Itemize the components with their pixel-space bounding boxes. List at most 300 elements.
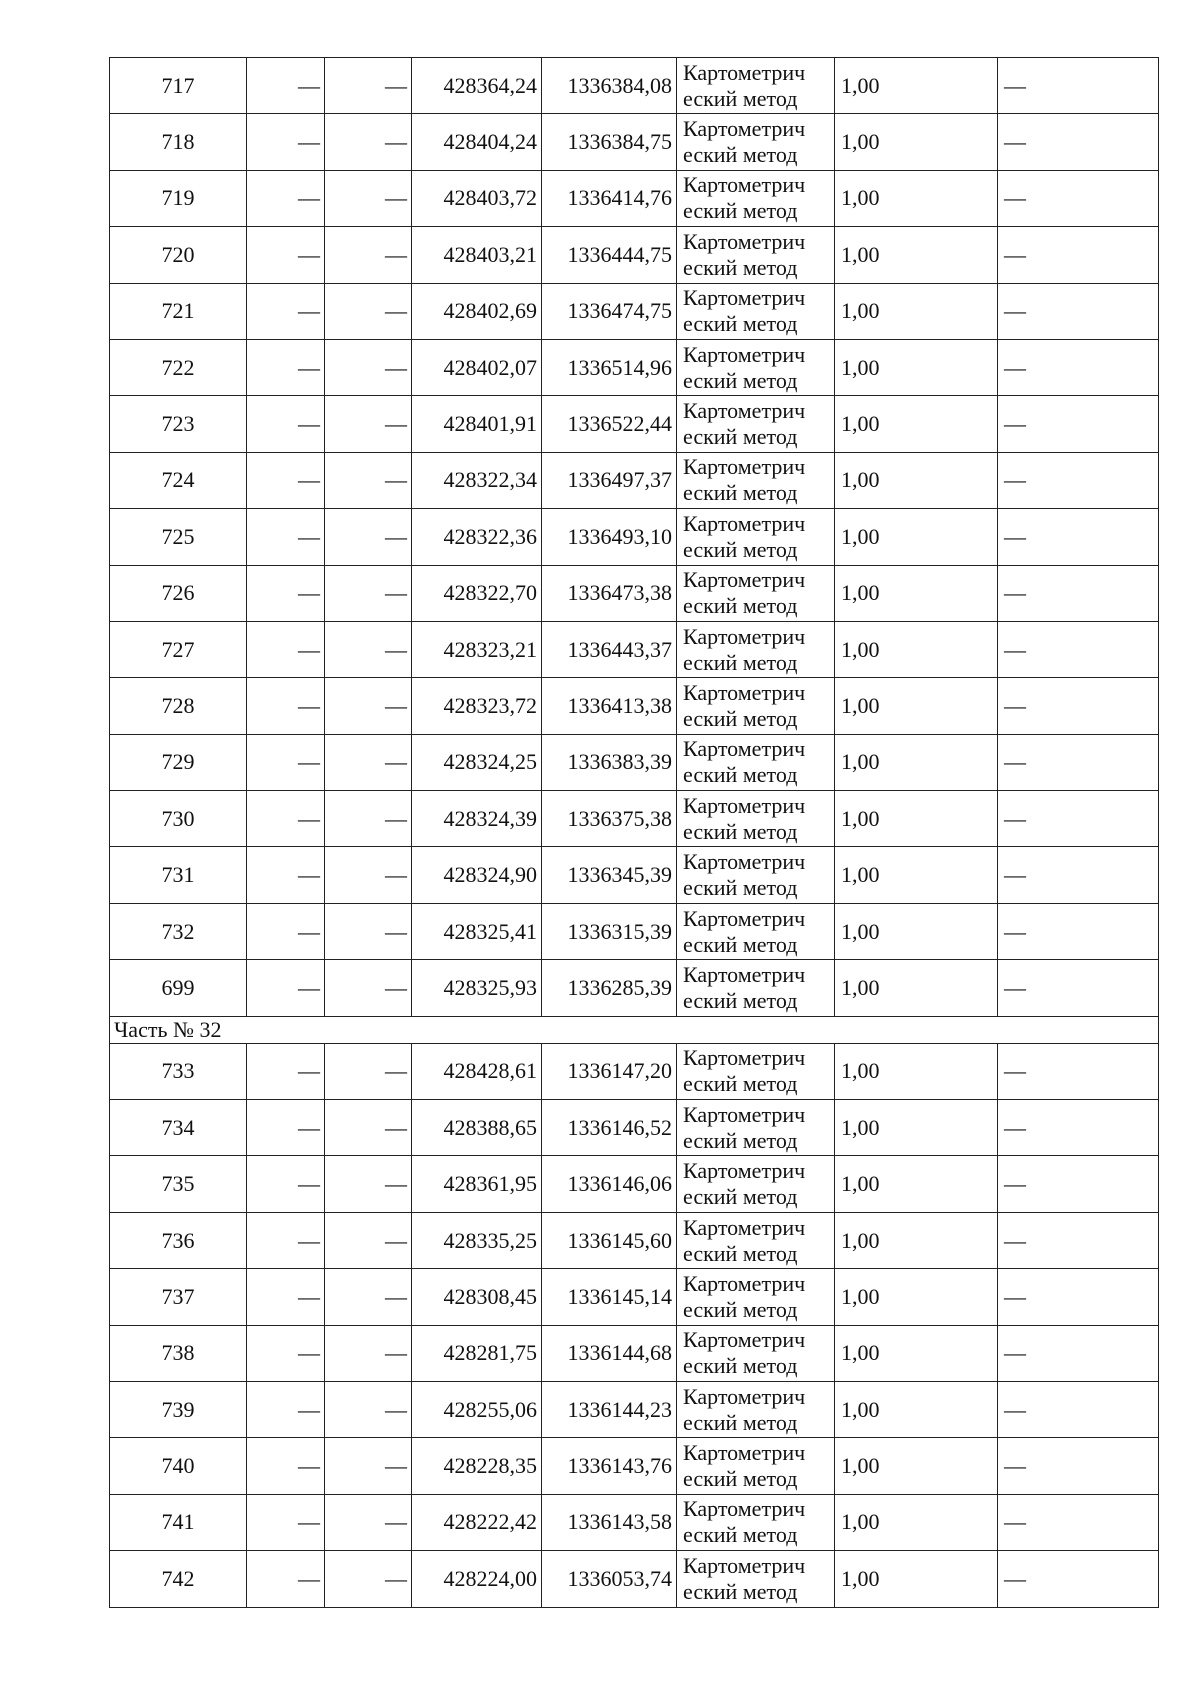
- y-coordinate-cell: 1336147,20: [542, 1043, 677, 1099]
- dash-text: —: [385, 411, 407, 437]
- dash-text: —: [385, 1227, 407, 1253]
- dash-cell: [325, 1269, 412, 1325]
- y-coordinate-cell: 1336144,68: [542, 1325, 677, 1381]
- accuracy-cell: 1,00: [835, 1043, 998, 1099]
- method-line-1: Картометрич: [683, 1214, 806, 1240]
- method-line-2: еский метод: [683, 198, 798, 224]
- dash-text: —: [1004, 185, 1026, 211]
- dash-text: —: [1004, 467, 1026, 493]
- description-cell: [998, 452, 1159, 508]
- dash-text: —: [298, 523, 320, 549]
- description-cell: [998, 1212, 1159, 1268]
- method-line-2: еский метод: [683, 705, 798, 731]
- method-line-2: еский метод: [683, 142, 798, 168]
- dash-text: —: [385, 805, 407, 831]
- method-cell: [677, 1381, 835, 1437]
- accuracy-cell: 1,00: [835, 1551, 998, 1607]
- dash-text: —: [1004, 1396, 1026, 1422]
- method-cell: [677, 1269, 835, 1325]
- method-line-2: еский метод: [683, 1353, 798, 1379]
- point-number-cell: 699: [110, 960, 247, 1016]
- method-line-2: еский метод: [683, 1127, 798, 1153]
- dash-cell: [247, 1269, 325, 1325]
- table-row: [110, 170, 1159, 226]
- y-coordinate-cell: 1336497,37: [542, 452, 677, 508]
- dash-cell: [247, 396, 325, 452]
- method-line-2: еский метод: [683, 1466, 798, 1492]
- point-number-cell: 733: [110, 1043, 247, 1099]
- x-coordinate-cell: 428281,75: [412, 1325, 542, 1381]
- section-header-row: [110, 1016, 1159, 1043]
- method-line-2: еский метод: [683, 1184, 798, 1210]
- method-line-1: Картометрич: [683, 905, 806, 931]
- method-line-1: Картометрич: [683, 341, 806, 367]
- description-cell: [998, 1325, 1159, 1381]
- method-line-1: Картометрич: [683, 510, 806, 536]
- accuracy-cell: 1,00: [835, 283, 998, 339]
- method-cell: [677, 1494, 835, 1550]
- accuracy-cell: 1,00: [835, 170, 998, 226]
- dash-cell: [247, 509, 325, 565]
- description-cell: [998, 283, 1159, 339]
- dash-text: —: [1004, 862, 1026, 888]
- method-cell: [677, 227, 835, 283]
- method-cell: [677, 1551, 835, 1607]
- table-row: [110, 565, 1159, 621]
- x-coordinate-cell: 428325,93: [412, 960, 542, 1016]
- dash-cell: [325, 1156, 412, 1212]
- description-cell: [998, 114, 1159, 170]
- y-coordinate-cell: 1336375,38: [542, 791, 677, 847]
- dash-cell: [325, 1551, 412, 1607]
- method-cell: [677, 565, 835, 621]
- y-coordinate-cell: 1336383,39: [542, 734, 677, 790]
- method-cell: [677, 678, 835, 734]
- x-coordinate-cell: 428324,90: [412, 847, 542, 903]
- x-coordinate-cell: 428325,41: [412, 903, 542, 959]
- dash-cell: [325, 1043, 412, 1099]
- dash-text: —: [1004, 1171, 1026, 1197]
- y-coordinate-cell: 1336143,76: [542, 1438, 677, 1494]
- dash-cell: [247, 283, 325, 339]
- dash-cell: [325, 1325, 412, 1381]
- dash-cell: [325, 565, 412, 621]
- accuracy-cell: 1,00: [835, 509, 998, 565]
- point-number-cell: 734: [110, 1100, 247, 1156]
- x-coordinate-cell: 428402,69: [412, 283, 542, 339]
- method-line-2: еский метод: [683, 480, 798, 506]
- point-number-cell: 737: [110, 1269, 247, 1325]
- x-coordinate-cell: 428323,21: [412, 621, 542, 677]
- accuracy-cell: 1,00: [835, 1212, 998, 1268]
- method-line-2: еский метод: [683, 1240, 798, 1266]
- coordinates-table-body: [110, 58, 1159, 1608]
- method-line-2: еский метод: [683, 1409, 798, 1435]
- dash-cell: [325, 847, 412, 903]
- dash-text: —: [298, 918, 320, 944]
- dash-cell: [325, 1100, 412, 1156]
- x-coordinate-cell: 428324,39: [412, 791, 542, 847]
- dash-text: —: [298, 241, 320, 267]
- y-coordinate-cell: 1336413,38: [542, 678, 677, 734]
- point-number-cell: 727: [110, 621, 247, 677]
- method-line-1: Картометрич: [683, 228, 806, 254]
- table-row: [110, 1156, 1159, 1212]
- x-coordinate-cell: 428255,06: [412, 1381, 542, 1437]
- description-cell: [998, 1269, 1159, 1325]
- description-cell: [998, 1043, 1159, 1099]
- dash-cell: [325, 791, 412, 847]
- y-coordinate-cell: 1336474,75: [542, 283, 677, 339]
- dash-text: —: [298, 1453, 320, 1479]
- point-number-cell: 721: [110, 283, 247, 339]
- method-line-1: Картометрич: [683, 1496, 806, 1522]
- method-cell: [677, 1325, 835, 1381]
- point-number-cell: 722: [110, 339, 247, 395]
- accuracy-cell: 1,00: [835, 1100, 998, 1156]
- method-cell: [677, 903, 835, 959]
- dash-cell: [325, 396, 412, 452]
- x-coordinate-cell: 428224,00: [412, 1551, 542, 1607]
- dash-cell: [247, 1100, 325, 1156]
- dash-cell: [325, 227, 412, 283]
- dash-cell: [325, 170, 412, 226]
- dash-text: —: [298, 1565, 320, 1591]
- method-cell: [677, 791, 835, 847]
- method-line-2: еский метод: [683, 536, 798, 562]
- y-coordinate-cell: 1336146,52: [542, 1100, 677, 1156]
- dash-text: —: [1004, 1283, 1026, 1309]
- method-line-1: Картометрич: [683, 961, 806, 987]
- dash-text: —: [298, 1340, 320, 1366]
- dash-text: —: [1004, 354, 1026, 380]
- description-cell: [998, 339, 1159, 395]
- method-cell: [677, 1438, 835, 1494]
- dash-cell: [247, 1438, 325, 1494]
- dash-text: —: [1004, 1565, 1026, 1591]
- dash-text: —: [1004, 1453, 1026, 1479]
- method-cell: [677, 509, 835, 565]
- method-cell: [677, 58, 835, 114]
- dash-cell: [325, 1212, 412, 1268]
- dash-text: —: [1004, 1340, 1026, 1366]
- x-coordinate-cell: 428308,45: [412, 1269, 542, 1325]
- y-coordinate-cell: 1336444,75: [542, 227, 677, 283]
- dash-text: —: [298, 1227, 320, 1253]
- point-number-cell: 740: [110, 1438, 247, 1494]
- point-number-cell: 739: [110, 1381, 247, 1437]
- y-coordinate-cell: 1336384,75: [542, 114, 677, 170]
- dash-text: —: [1004, 72, 1026, 98]
- description-cell: [998, 903, 1159, 959]
- table-row: [110, 960, 1159, 1016]
- point-number-cell: 717: [110, 58, 247, 114]
- point-number-cell: 732: [110, 903, 247, 959]
- method-cell: [677, 1043, 835, 1099]
- table-row: [110, 227, 1159, 283]
- y-coordinate-cell: 1336144,23: [542, 1381, 677, 1437]
- dash-text: —: [385, 241, 407, 267]
- accuracy-cell: 1,00: [835, 227, 998, 283]
- dash-cell: [247, 170, 325, 226]
- dash-text: —: [298, 1283, 320, 1309]
- table-row: [110, 452, 1159, 508]
- accuracy-cell: 1,00: [835, 621, 998, 677]
- point-number-cell: 730: [110, 791, 247, 847]
- dash-text: —: [385, 185, 407, 211]
- method-line-1: Картометрич: [683, 567, 806, 593]
- point-number-cell: 742: [110, 1551, 247, 1607]
- dash-text: —: [385, 129, 407, 155]
- accuracy-cell: 1,00: [835, 847, 998, 903]
- point-number-cell: 719: [110, 170, 247, 226]
- method-line-1: Картометрич: [683, 623, 806, 649]
- x-coordinate-cell: 428403,21: [412, 227, 542, 283]
- dash-text: —: [385, 1396, 407, 1422]
- x-coordinate-cell: 428322,36: [412, 509, 542, 565]
- coordinates-table: [109, 57, 1159, 1608]
- dash-text: —: [298, 1171, 320, 1197]
- y-coordinate-cell: 1336522,44: [542, 396, 677, 452]
- point-number-cell: 731: [110, 847, 247, 903]
- method-line-2: еский метод: [683, 424, 798, 450]
- x-coordinate-cell: 428222,42: [412, 1494, 542, 1550]
- dash-text: —: [1004, 129, 1026, 155]
- method-line-1: Картометрич: [683, 398, 806, 424]
- point-number-cell: 720: [110, 227, 247, 283]
- x-coordinate-cell: 428322,70: [412, 565, 542, 621]
- y-coordinate-cell: 1336345,39: [542, 847, 677, 903]
- dash-cell: [325, 114, 412, 170]
- accuracy-cell: 1,00: [835, 678, 998, 734]
- dash-text: —: [1004, 1058, 1026, 1084]
- dash-cell: [247, 452, 325, 508]
- dash-text: —: [1004, 1509, 1026, 1535]
- method-line-1: Картометрич: [683, 172, 806, 198]
- dash-text: —: [298, 749, 320, 775]
- method-line-2: еский метод: [683, 1522, 798, 1548]
- description-cell: [998, 960, 1159, 1016]
- dash-text: —: [1004, 636, 1026, 662]
- method-line-1: Картометрич: [683, 1327, 806, 1353]
- dash-cell: [247, 1494, 325, 1550]
- dash-text: —: [298, 129, 320, 155]
- method-line-1: Картометрич: [683, 1270, 806, 1296]
- point-number-cell: 728: [110, 678, 247, 734]
- dash-text: —: [1004, 1227, 1026, 1253]
- method-cell: [677, 396, 835, 452]
- method-line-1: Картометрич: [683, 454, 806, 480]
- dash-cell: [325, 960, 412, 1016]
- dash-cell: [247, 565, 325, 621]
- table-row: [110, 396, 1159, 452]
- table-row: [110, 903, 1159, 959]
- x-coordinate-cell: 428403,72: [412, 170, 542, 226]
- dash-text: —: [385, 72, 407, 98]
- dash-text: —: [298, 72, 320, 98]
- dash-cell: [247, 1156, 325, 1212]
- accuracy-cell: 1,00: [835, 452, 998, 508]
- accuracy-cell: 1,00: [835, 791, 998, 847]
- accuracy-cell: 1,00: [835, 339, 998, 395]
- table-row: [110, 1325, 1159, 1381]
- dash-cell: [325, 734, 412, 790]
- method-cell: [677, 1100, 835, 1156]
- method-line-2: еский метод: [683, 1296, 798, 1322]
- description-cell: [998, 170, 1159, 226]
- method-line-1: Картометрич: [683, 1440, 806, 1466]
- method-cell: [677, 847, 835, 903]
- description-cell: [998, 1156, 1159, 1212]
- method-line-2: еский метод: [683, 85, 798, 111]
- method-line-1: Картометрич: [683, 736, 806, 762]
- dash-cell: [247, 903, 325, 959]
- dash-text: —: [385, 1509, 407, 1535]
- dash-text: —: [385, 1565, 407, 1591]
- dash-cell: [247, 58, 325, 114]
- table-row: [110, 509, 1159, 565]
- dash-text: —: [385, 862, 407, 888]
- dash-text: —: [298, 1509, 320, 1535]
- method-line-1: Картометрич: [683, 285, 806, 311]
- dash-text: —: [298, 467, 320, 493]
- accuracy-cell: 1,00: [835, 1325, 998, 1381]
- method-line-1: Картометрич: [683, 1158, 806, 1184]
- dash-text: —: [1004, 523, 1026, 549]
- method-line-1: Картометрич: [683, 849, 806, 875]
- dash-cell: [247, 1212, 325, 1268]
- dash-text: —: [385, 354, 407, 380]
- dash-text: —: [385, 523, 407, 549]
- table-row: [110, 58, 1159, 114]
- method-cell: [677, 114, 835, 170]
- dash-text: —: [1004, 1114, 1026, 1140]
- accuracy-cell: 1,00: [835, 734, 998, 790]
- dash-text: —: [298, 185, 320, 211]
- table-row: [110, 1494, 1159, 1550]
- description-cell: [998, 1551, 1159, 1607]
- method-line-1: Картометрич: [683, 1045, 806, 1071]
- dash-text: —: [298, 692, 320, 718]
- method-cell: [677, 1212, 835, 1268]
- dash-cell: [247, 1043, 325, 1099]
- method-cell: [677, 283, 835, 339]
- point-number-cell: 718: [110, 114, 247, 170]
- x-coordinate-cell: 428322,34: [412, 452, 542, 508]
- table-row: [110, 621, 1159, 677]
- dash-cell: [325, 339, 412, 395]
- dash-cell: [325, 903, 412, 959]
- method-line-2: еский метод: [683, 987, 798, 1013]
- x-coordinate-cell: 428228,35: [412, 1438, 542, 1494]
- description-cell: [998, 791, 1159, 847]
- dash-text: —: [298, 1396, 320, 1422]
- method-line-1: Картометрич: [683, 1552, 806, 1578]
- method-line-1: Картометрич: [683, 679, 806, 705]
- table-row: [110, 678, 1159, 734]
- method-line-2: еский метод: [683, 311, 798, 337]
- description-cell: [998, 1494, 1159, 1550]
- dash-text: —: [1004, 692, 1026, 718]
- method-cell: [677, 1156, 835, 1212]
- accuracy-cell: 1,00: [835, 114, 998, 170]
- dash-text: —: [1004, 580, 1026, 606]
- dash-text: —: [385, 1171, 407, 1197]
- dash-text: —: [1004, 974, 1026, 1000]
- dash-text: —: [385, 298, 407, 324]
- accuracy-cell: 1,00: [835, 1438, 998, 1494]
- method-line-2: еский метод: [683, 367, 798, 393]
- dash-text: —: [385, 1340, 407, 1366]
- point-number-cell: 724: [110, 452, 247, 508]
- dash-cell: [247, 847, 325, 903]
- dash-text: —: [298, 805, 320, 831]
- y-coordinate-cell: 1336414,76: [542, 170, 677, 226]
- method-line-2: еский метод: [683, 649, 798, 675]
- dash-cell: [325, 58, 412, 114]
- method-line-2: еский метод: [683, 254, 798, 280]
- method-line-1: Картометрич: [683, 792, 806, 818]
- method-line-2: еский метод: [683, 818, 798, 844]
- table-row: [110, 1100, 1159, 1156]
- dash-text: —: [298, 636, 320, 662]
- method-cell: [677, 452, 835, 508]
- x-coordinate-cell: 428361,95: [412, 1156, 542, 1212]
- description-cell: [998, 621, 1159, 677]
- dash-text: —: [298, 974, 320, 1000]
- dash-cell: [247, 114, 325, 170]
- accuracy-cell: 1,00: [835, 1494, 998, 1550]
- method-cell: [677, 960, 835, 1016]
- dash-cell: [247, 1325, 325, 1381]
- dash-text: —: [385, 749, 407, 775]
- point-number-cell: 735: [110, 1156, 247, 1212]
- dash-cell: [325, 1494, 412, 1550]
- table-row: [110, 1381, 1159, 1437]
- y-coordinate-cell: 1336443,37: [542, 621, 677, 677]
- y-coordinate-cell: 1336285,39: [542, 960, 677, 1016]
- description-cell: [998, 565, 1159, 621]
- dash-cell: [247, 791, 325, 847]
- table-row: [110, 847, 1159, 903]
- point-number-cell: 741: [110, 1494, 247, 1550]
- point-number-cell: 736: [110, 1212, 247, 1268]
- description-cell: [998, 734, 1159, 790]
- method-line-2: еский метод: [683, 1071, 798, 1097]
- accuracy-cell: 1,00: [835, 960, 998, 1016]
- dash-text: —: [385, 1453, 407, 1479]
- description-cell: [998, 1100, 1159, 1156]
- dash-text: —: [385, 1283, 407, 1309]
- x-coordinate-cell: 428404,24: [412, 114, 542, 170]
- table-row: [110, 1043, 1159, 1099]
- dash-cell: [247, 339, 325, 395]
- method-line-1: Картометрич: [683, 59, 806, 85]
- dash-cell: [325, 1381, 412, 1437]
- dash-text: —: [385, 1058, 407, 1084]
- y-coordinate-cell: 1336145,14: [542, 1269, 677, 1325]
- x-coordinate-cell: 428428,61: [412, 1043, 542, 1099]
- dash-cell: [247, 678, 325, 734]
- dash-text: —: [1004, 411, 1026, 437]
- dash-text: —: [1004, 298, 1026, 324]
- method-cell: [677, 621, 835, 677]
- accuracy-cell: 1,00: [835, 565, 998, 621]
- dash-cell: [247, 1381, 325, 1437]
- dash-text: —: [385, 1114, 407, 1140]
- dash-cell: [247, 621, 325, 677]
- y-coordinate-cell: 1336146,06: [542, 1156, 677, 1212]
